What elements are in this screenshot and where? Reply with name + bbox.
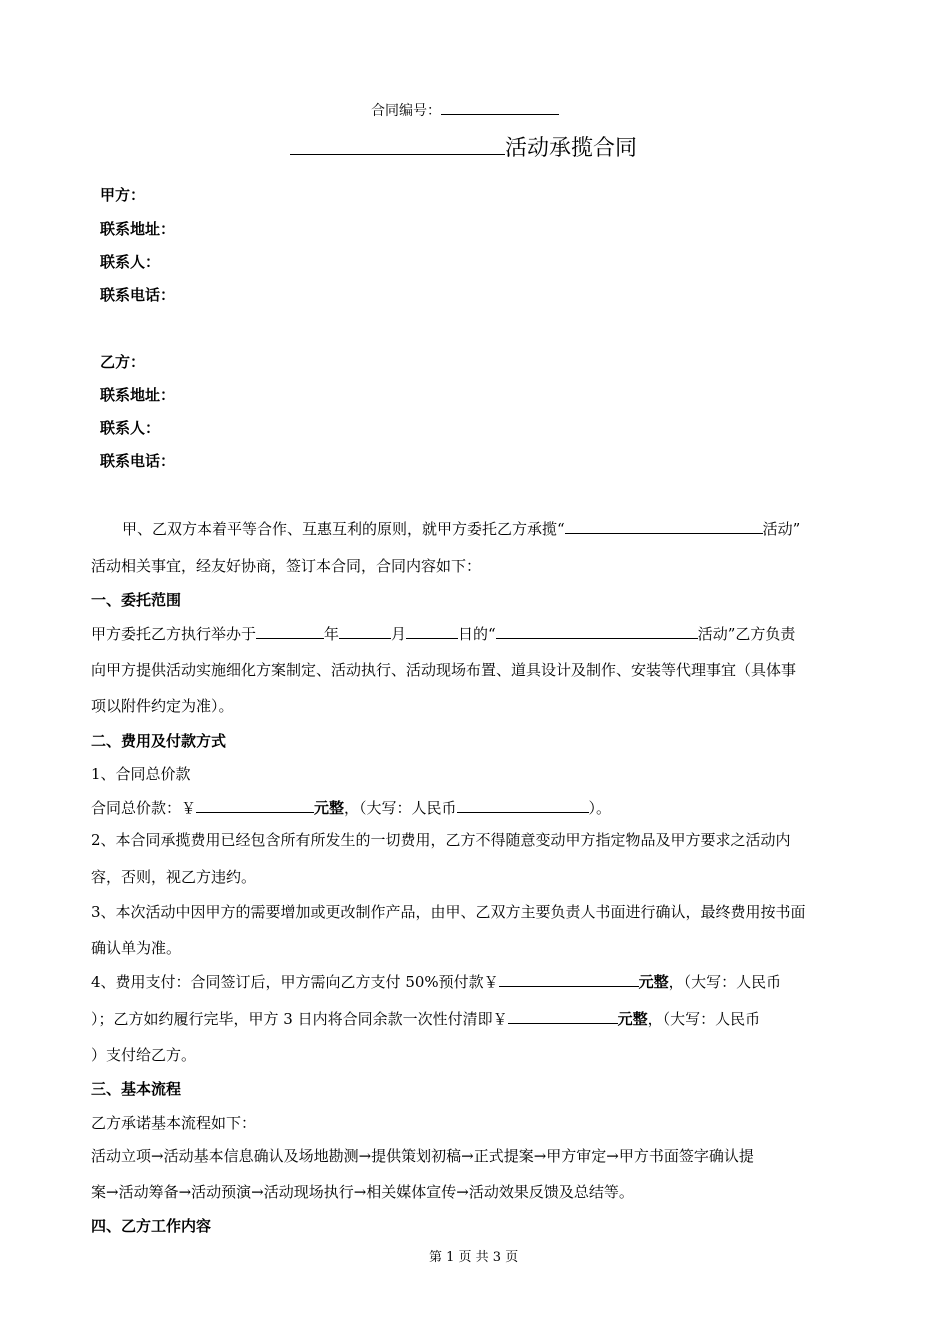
s1-month-label: 月 bbox=[391, 625, 407, 643]
total-price-capital-label: ，（大写：人民币 bbox=[344, 799, 457, 817]
total-price-title: 1、合同总价款 bbox=[91, 765, 191, 783]
party-b-phone-label: 联系电话： bbox=[100, 452, 176, 470]
intro-line-2: 活动相关事宜，经友好协商，签订本合同，合同内容如下： bbox=[91, 557, 482, 575]
contract-number-blank bbox=[441, 99, 559, 115]
party-b-label: 乙方： bbox=[100, 353, 146, 371]
clause-3-line-1: 3、本次活动中因甲方的需要增加或更改制作产品，由甲、乙双方主要负责人书面进行确认，最终费用按书面 bbox=[91, 903, 806, 921]
flow-line-1: 活动立项→活动基本信息确认及场地勘测→提供策划初稿→正式提案→甲方审定→甲方书面签字确认提 bbox=[91, 1147, 754, 1165]
month-blank bbox=[339, 623, 391, 639]
clause-2-line-2: 容，否则，视乙方违约。 bbox=[91, 868, 257, 886]
s1-day-label: 日的“ bbox=[458, 625, 496, 643]
prepay-blank bbox=[499, 971, 639, 987]
year-blank bbox=[256, 623, 324, 639]
intro-text-a: 甲、乙双方本着平等合作、互惠互利的原则，就甲方委托乙方承揽“ bbox=[122, 520, 565, 538]
balance-label: ）；乙方如约履行完毕，甲方 3 日内将合同余款一次性付清即￥ bbox=[91, 1010, 508, 1028]
clause-2-line-1: 2、本合同承揽费用已经包含所有所发生的一切费用，乙方不得随意变动甲方指定物品及甲方要求之活动内 bbox=[91, 831, 791, 849]
section-2-heading: 二、费用及付款方式 bbox=[91, 732, 227, 750]
party-b-address-label: 联系地址： bbox=[100, 386, 176, 404]
clause-3-line-2: 确认单为准。 bbox=[91, 939, 182, 957]
prepay-unit: 元整 bbox=[638, 973, 669, 991]
total-price-label: 合同总价款：￥ bbox=[91, 799, 197, 817]
section-3-heading: 三、基本流程 bbox=[91, 1080, 182, 1098]
s1-text-e: 活动”乙方负责 bbox=[697, 625, 796, 643]
total-price-blank bbox=[196, 797, 314, 813]
day-blank bbox=[406, 623, 458, 639]
clause-4-line-1 bbox=[91, 971, 781, 992]
s1-text-a: 甲方委托乙方执行举办于 bbox=[91, 625, 257, 643]
clause-4-line-2 bbox=[91, 1008, 760, 1029]
balance-unit: 元整 bbox=[617, 1010, 648, 1028]
page-title: 活动承揽合同 bbox=[505, 136, 638, 161]
party-a-phone-label: 联系电话： bbox=[100, 286, 176, 304]
total-price-end: ）。 bbox=[588, 799, 612, 817]
section-4-heading: 四、乙方工作内容 bbox=[91, 1217, 212, 1235]
contract-number-line bbox=[371, 99, 559, 121]
section-3-intro: 乙方承诺基本流程如下： bbox=[91, 1114, 257, 1132]
balance-capital-label: ，（大写：人民币 bbox=[647, 1010, 761, 1028]
party-b-contact-label: 联系人： bbox=[100, 419, 161, 437]
prepay-label: 4、费用支付：合同签订后，甲方需向乙方支付 50%预付款￥ bbox=[91, 973, 499, 991]
total-price-unit: 元整 bbox=[314, 799, 345, 817]
section-1-line-1 bbox=[91, 623, 795, 644]
section-1-line-3: 项以附件约定为准）。 bbox=[91, 697, 234, 715]
s1-year-label: 年 bbox=[324, 625, 340, 643]
page-number: 第 1 页 共 3 页 bbox=[429, 1250, 519, 1265]
section-1-heading: 一、委托范围 bbox=[91, 591, 182, 609]
balance-blank bbox=[508, 1008, 618, 1024]
intro-line-1 bbox=[122, 518, 800, 539]
section-1-line-2: 向甲方提供活动实施细化方案制定、活动执行、活动现场布置、道具设计及制作、安装等代理事宜（具体事 bbox=[91, 661, 797, 679]
flow-line-2: 案→活动筹备→活动预演→活动现场执行→相关媒体宣传→活动效果反馈及总结等。 bbox=[91, 1183, 634, 1201]
party-a-address-label: 联系地址： bbox=[100, 220, 176, 238]
contract-title-line bbox=[290, 132, 637, 163]
prepay-capital-label: ，（大写：人民币 bbox=[668, 973, 782, 991]
clause-4-line-3: ）支付给乙方。 bbox=[91, 1046, 197, 1064]
intro-activity-blank bbox=[565, 518, 763, 534]
activity-name-blank bbox=[290, 132, 505, 155]
contract-number-label: 合同编号： bbox=[371, 103, 441, 119]
total-price-capital-blank bbox=[457, 797, 589, 813]
s1-activity-blank bbox=[496, 623, 698, 639]
party-a-label: 甲方： bbox=[100, 186, 146, 204]
party-a-contact-label: 联系人： bbox=[100, 253, 161, 271]
intro-text-b: 活动” bbox=[762, 520, 801, 538]
total-price-line bbox=[91, 797, 611, 818]
